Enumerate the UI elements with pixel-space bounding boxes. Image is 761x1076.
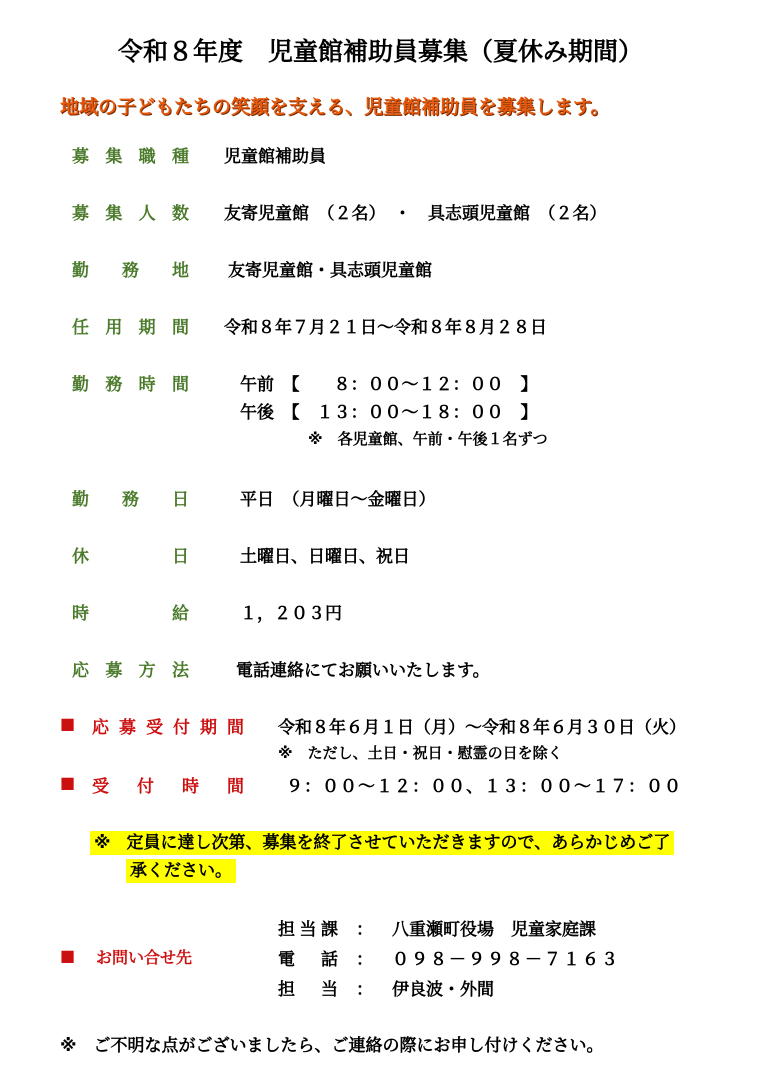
workdays-label: 勤務日	[72, 490, 190, 510]
method-value: 電話連絡にてお願いいたします。	[236, 661, 490, 681]
contact-tel-value: ０９８－９９８－７１６３	[392, 950, 620, 970]
footer-note: ※ ご不明な点がございましたら、ご連絡の際にお申し付けください。	[60, 1036, 604, 1056]
contact-bullet: ■	[60, 946, 76, 965]
job-label: 募集職種	[72, 147, 190, 167]
contact-tel-colon: ：	[356, 950, 373, 970]
wage-value: １，２０３円	[240, 604, 342, 624]
contact-person-colon: ：	[356, 980, 373, 1000]
hours-note: ※ 各児童館、午前・午後１名ずつ	[308, 430, 548, 448]
page-subtitle: 地域の子どもたちの笑顔を支える、児童館補助員を募集します。	[60, 96, 610, 118]
accept-time-value: ９：００～１２：００、１３：００～１７：００	[286, 777, 682, 797]
accept-time-label: 受付時間	[92, 777, 244, 797]
contact-label: お問い合せ先	[96, 948, 193, 967]
notice-line2: 承ください。	[126, 859, 236, 883]
count-value: 友寄児童館 （２名） ・ 具志頭児童館 （２名）	[224, 204, 607, 224]
notice-line2-row	[126, 856, 236, 881]
page-title: 令和８年度 児童館補助員募集（夏休み期間）	[117, 37, 643, 66]
period-label: 任用期間	[72, 318, 190, 338]
contact-person-value: 伊良波・外間	[392, 980, 494, 1000]
hours-label: 勤務時間	[72, 375, 190, 395]
accept-period-label: 応募受付期間	[92, 718, 244, 738]
hours-am: 午前 【 ８：００～１２：００ 】	[240, 375, 538, 395]
location-value: 友寄児童館・具志頭児童館	[228, 261, 432, 281]
holidays-label: 休日	[72, 547, 190, 567]
accept-time-bullet: ■	[60, 773, 76, 792]
notice-line1: 定員に達し次第、募集を終了させていただきますので、あらかじめご了	[115, 831, 675, 855]
contact-dept-value: 八重瀬町役場 児童家庭課	[392, 920, 596, 940]
hours-pm: 午後 【 １３：００～１８：００ 】	[240, 403, 538, 423]
accept-period-bullet: ■	[60, 714, 76, 733]
accept-period-note: ※ ただし、土日・祝日・慰霊の日を除く	[278, 744, 563, 762]
accept-period-value: 令和８年６月１日（月）～令和８年６月３０日（火）	[278, 718, 686, 738]
job-value: 児童館補助員	[224, 147, 326, 167]
notice-line1-row	[90, 828, 674, 853]
period-value: 令和８年７月２１日～令和８年８月２８日	[224, 318, 547, 338]
notice-mark: ※	[90, 831, 115, 855]
contact-dept-label: 担当課	[278, 920, 338, 940]
contact-tel-label: 電話	[278, 950, 338, 970]
location-label: 勤務地	[72, 261, 190, 281]
method-label: 応募方法	[72, 661, 190, 681]
contact-dept-colon: ：	[356, 920, 373, 940]
contact-person-label: 担当	[278, 980, 338, 1000]
holidays-value: 土曜日、日曜日、祝日	[240, 547, 410, 567]
wage-label: 時給	[72, 604, 190, 624]
count-label: 募集人数	[72, 204, 190, 224]
workdays-value: 平日 （月曜日～金曜日）	[240, 490, 436, 510]
